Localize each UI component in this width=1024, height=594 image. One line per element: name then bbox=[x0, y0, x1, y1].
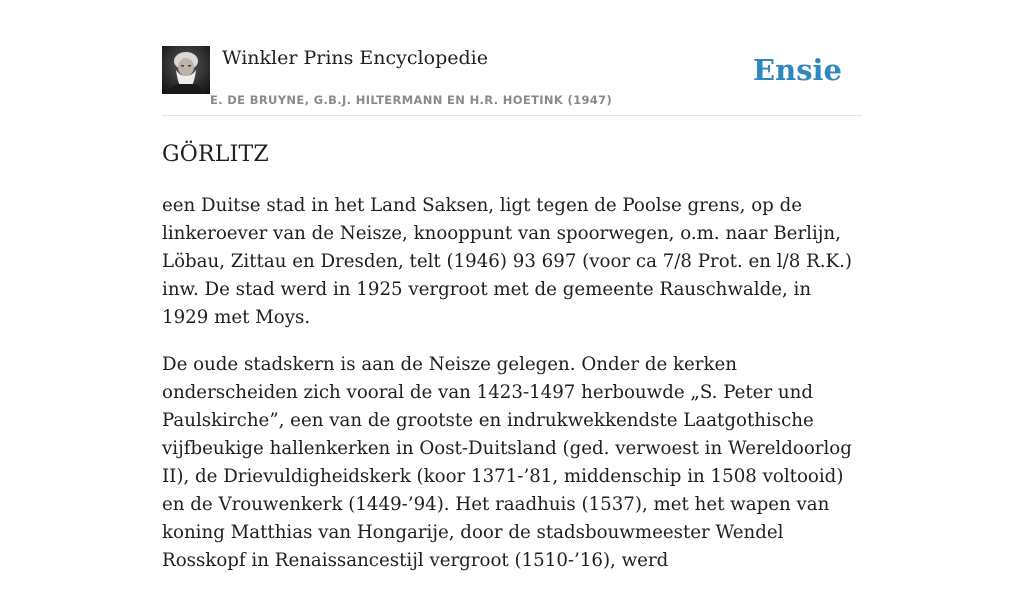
site-title: Winkler Prins Encyclopedie bbox=[222, 47, 488, 69]
header-divider bbox=[162, 115, 862, 116]
article-paragraph: De oude stadskern is aan de Neisze gelegen. Onder de kerken onderscheiden zich vooral de van 1423-1497 herbouwde „S. Peter und Paulskirche”, een van de grootste en indrukwekkendste Laatgothische vijfbeukige hallenkerken in Oost-Duitsland (ged. verwoest in Wereldoorlog II), de Drievuldigheidskerk (koor 1371-’81, middenschip in 1508 voltooid) en de Vrouwenkerk (1449-’94). Het raadhuis (1537), met het wapen van koning Matthias van Hongarije, door de stadsbouwmeester Wendel Rosskopf in Renaissancestijl vergroot (1510-’16), werd bbox=[162, 354, 852, 571]
author-portrait-icon bbox=[162, 46, 210, 94]
article-paragraph: een Duitse stad in het Land Saksen, ligt tegen de Poolse grens, op de linkeroever van de Neisze, knooppunt van spoorwegen, o.m. naar Berlijn, Löbau, Zittau en Dresden, telt (1946) 93 697 (voor ca 7/8 Prot. en l/8 R.K.) inw. De stad werd in 1925 vergroot met de gemeente Rauschwalde, in 1929 met Moys. bbox=[162, 195, 853, 328]
brand-logo-link[interactable]: Ensie bbox=[753, 53, 842, 87]
author-byline: E. DE BRUYNE, G.B.J. HILTERMANN EN H.R. HOETINK (1947) bbox=[210, 93, 613, 107]
article-headword: GÖRLITZ bbox=[162, 142, 269, 167]
article-body bbox=[162, 192, 862, 594]
site-header bbox=[162, 46, 862, 116]
